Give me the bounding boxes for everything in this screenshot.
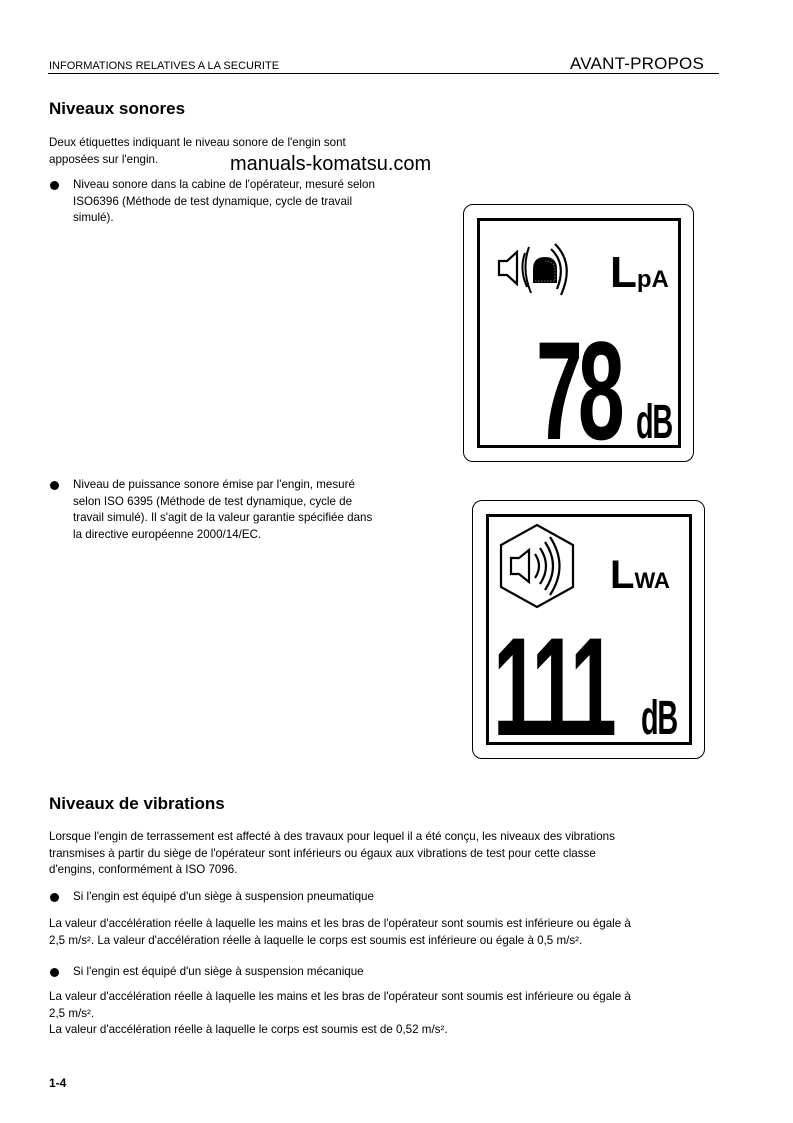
text-line: simulé).: [73, 211, 114, 224]
text-line: selon ISO 6395 (Méthode de test dynamique, cycle de: [73, 494, 353, 508]
bullet-icon: [50, 181, 59, 190]
vibration-section-title: Niveaux de vibrations: [49, 794, 225, 813]
text-line: Niveau sonore dans la cabine de l'opérateur, mesuré selon: [73, 178, 375, 191]
lwa-value: 111: [493, 608, 614, 765]
text-line: La valeur d'accélération réelle à laquelle les mains et les bras de l'opérateur sont soumis est inférieure ou égale à: [49, 917, 631, 930]
vibration-paragraph-pneumatic: [49, 916, 719, 949]
header-section-title: INFORMATIONS RELATIVES A LA SECURITE: [49, 60, 280, 72]
symbol-sub: WA: [634, 568, 670, 593]
text-line: La valeur d'accélération réelle à laquelle les mains et les bras de l'opérateur sont soumis est inférieure ou égale à: [49, 990, 631, 1003]
sound-label-lpa-frame: [477, 218, 681, 469]
text-line: 2,5 m/s². La valeur d'accélération réelle à laquelle le corps est soumis est inférieure ou égale à 0,5 m/s².: [49, 933, 583, 947]
bullet-icon: [50, 893, 59, 902]
sound-section-title: Niveaux sonores: [49, 99, 186, 118]
sound-intro-line: Deux étiquettes indiquant le niveau sonore de l'engin sont: [49, 136, 346, 149]
lpa-unit: dB: [636, 396, 672, 449]
vibration-intro: [49, 829, 719, 879]
symbol-lwa: [610, 555, 670, 595]
operator-ear-sound-icon: [495, 239, 575, 301]
symbol-sub: pA: [636, 266, 669, 293]
text-line: transmises à partir du siège de l'opérateur sont inférieurs ou égaux aux vibrations de test pour cette classe: [49, 846, 596, 860]
text-line: travail simulé). Il s'agit de la valeur garantie spécifiée dans: [73, 511, 373, 524]
sound-intro-line: apposées sur l'engin.: [49, 152, 159, 166]
text-line: ISO6396 (Méthode de test dynamique, cycle de travail: [73, 194, 353, 208]
sound-bullet-cabin: [73, 177, 375, 227]
hexagon-speaker-icon: [497, 522, 577, 610]
text-line: La valeur d'accélération réelle à laquelle le corps est soumis est de 0,52 m/s².: [49, 1023, 448, 1036]
header-chapter-title: AVANT-PROPOS: [570, 54, 705, 73]
lpa-value: 78: [536, 312, 620, 469]
symbol-main: L: [610, 553, 635, 597]
symbol-main: L: [610, 248, 637, 297]
page-number: 1-4: [49, 1076, 67, 1090]
vibration-bullet-mechanical: Si l'engin est équipé d'un siège à suspension mécanique: [73, 965, 364, 978]
text-line: Lorsque l'engin de terrassement est affecté à des travaux pour lequel il a été conçu, les niveaux des vibrations: [49, 830, 615, 843]
sound-label-lwa: [472, 500, 705, 765]
sound-label-lwa-frame: [486, 514, 692, 765]
symbol-lpa: [610, 248, 669, 297]
text-line: la directive européenne 2000/14/EC.: [73, 527, 262, 541]
sound-label-lpa: [463, 204, 694, 469]
sound-bullet-power: [73, 477, 372, 543]
text-line: 2,5 m/s².: [49, 1006, 95, 1020]
lwa-unit: dB: [641, 692, 677, 745]
text-line: d'engins, conformément à ISO 7096.: [49, 863, 238, 876]
watermark: manuals-komatsu.com: [230, 153, 432, 175]
bullet-icon: [50, 968, 59, 977]
vibration-bullet-pneumatic: Si l'engin est équipé d'un siège à suspension pneumatique: [73, 890, 374, 903]
header-rule: [48, 73, 719, 74]
text-line: Niveau de puissance sonore émise par l'engin, mesuré: [73, 478, 355, 491]
vibration-paragraph-mechanical: [49, 989, 719, 1039]
bullet-icon: [50, 481, 59, 490]
